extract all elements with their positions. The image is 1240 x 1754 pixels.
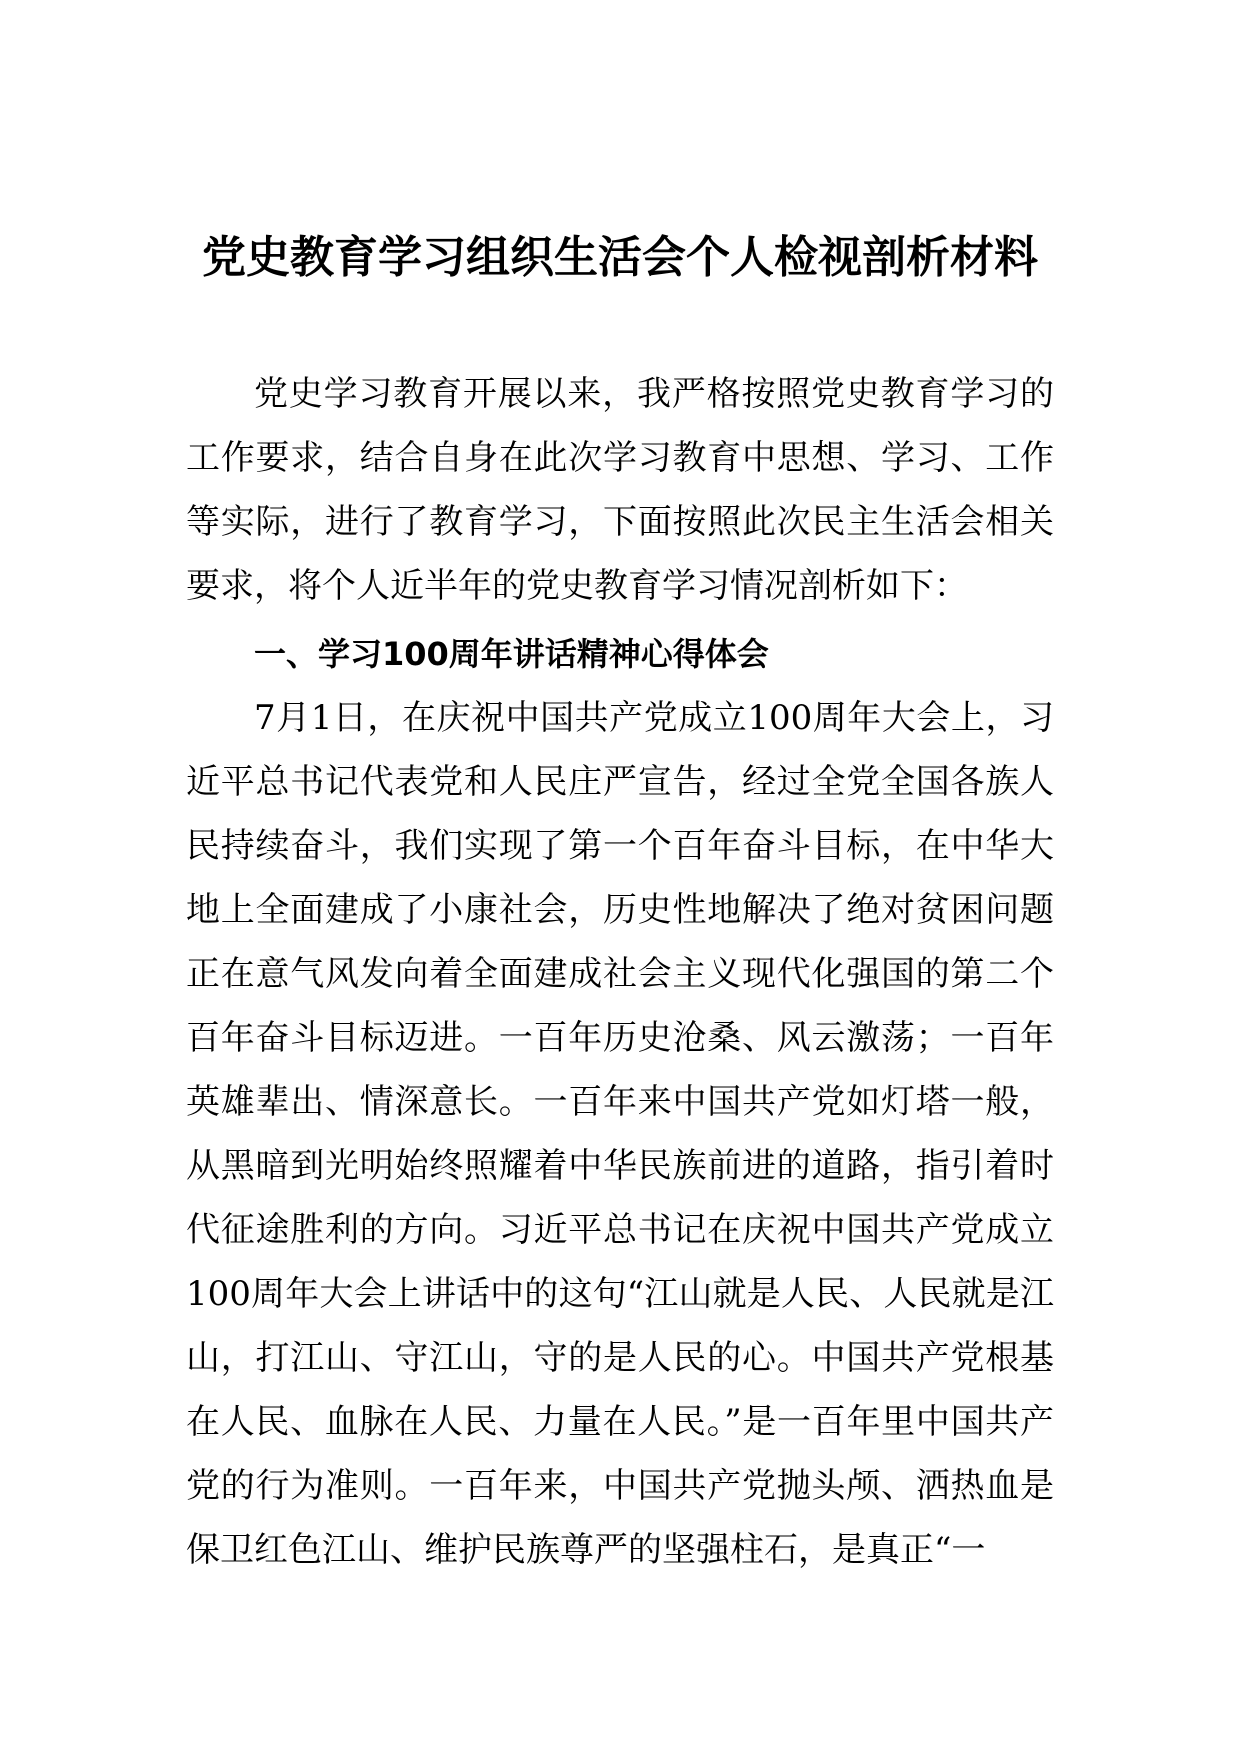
document-title: 党史教育学习组织生活会个人检视剖析材料: [202, 232, 1038, 283]
section-heading: 一、学习100周年讲话精神心得体会: [254, 635, 769, 673]
intro-paragraph: 党史学习教育开展以来，我严格按照党史教育学习的工作要求，结合自身在此次学习教育中思想、学习、工作等实际，进行了教育学习，下面按照此次民主生活会相关要求，将个人近半年的党史教育学习情况剖析如下：: [186, 374, 1054, 606]
section-paragraph: 7月1日，在庆祝中国共产党成立100周年大会上，习近平总书记代表党和人民庄严宣告，经过全党全国各族人民持续奋斗，我们实现了第一个百年奋斗目标，在中华大地上全面建成了小康社会，历史性地解决了绝对贫困问题正在意气风发向着全面建成社会主义现代化强国的第二个百年奋斗目标迈进。一百年历史沧桑、风云激荡；一百年英雄辈出、情深意长。一百年来中国共产党如灯塔一般，从黑暗到光明始终照耀着中华民族前进的道路，指引着时代征途胜利的方向。习近平总书记在庆祝中国共产党成立100周年大会上讲话中的这句“江山就是人民、人民就是江山，打江山、守江山，守的是人民的心。中国共产党根基在人民、血脉在人民、力量在人民。”是一百年里中国共产党的行为准则。一百年来，中国共产党抛头颅、洒热血是保卫红色江山、维护民族尊严的坚强柱石，是真正“一: [186, 698, 1054, 1570]
